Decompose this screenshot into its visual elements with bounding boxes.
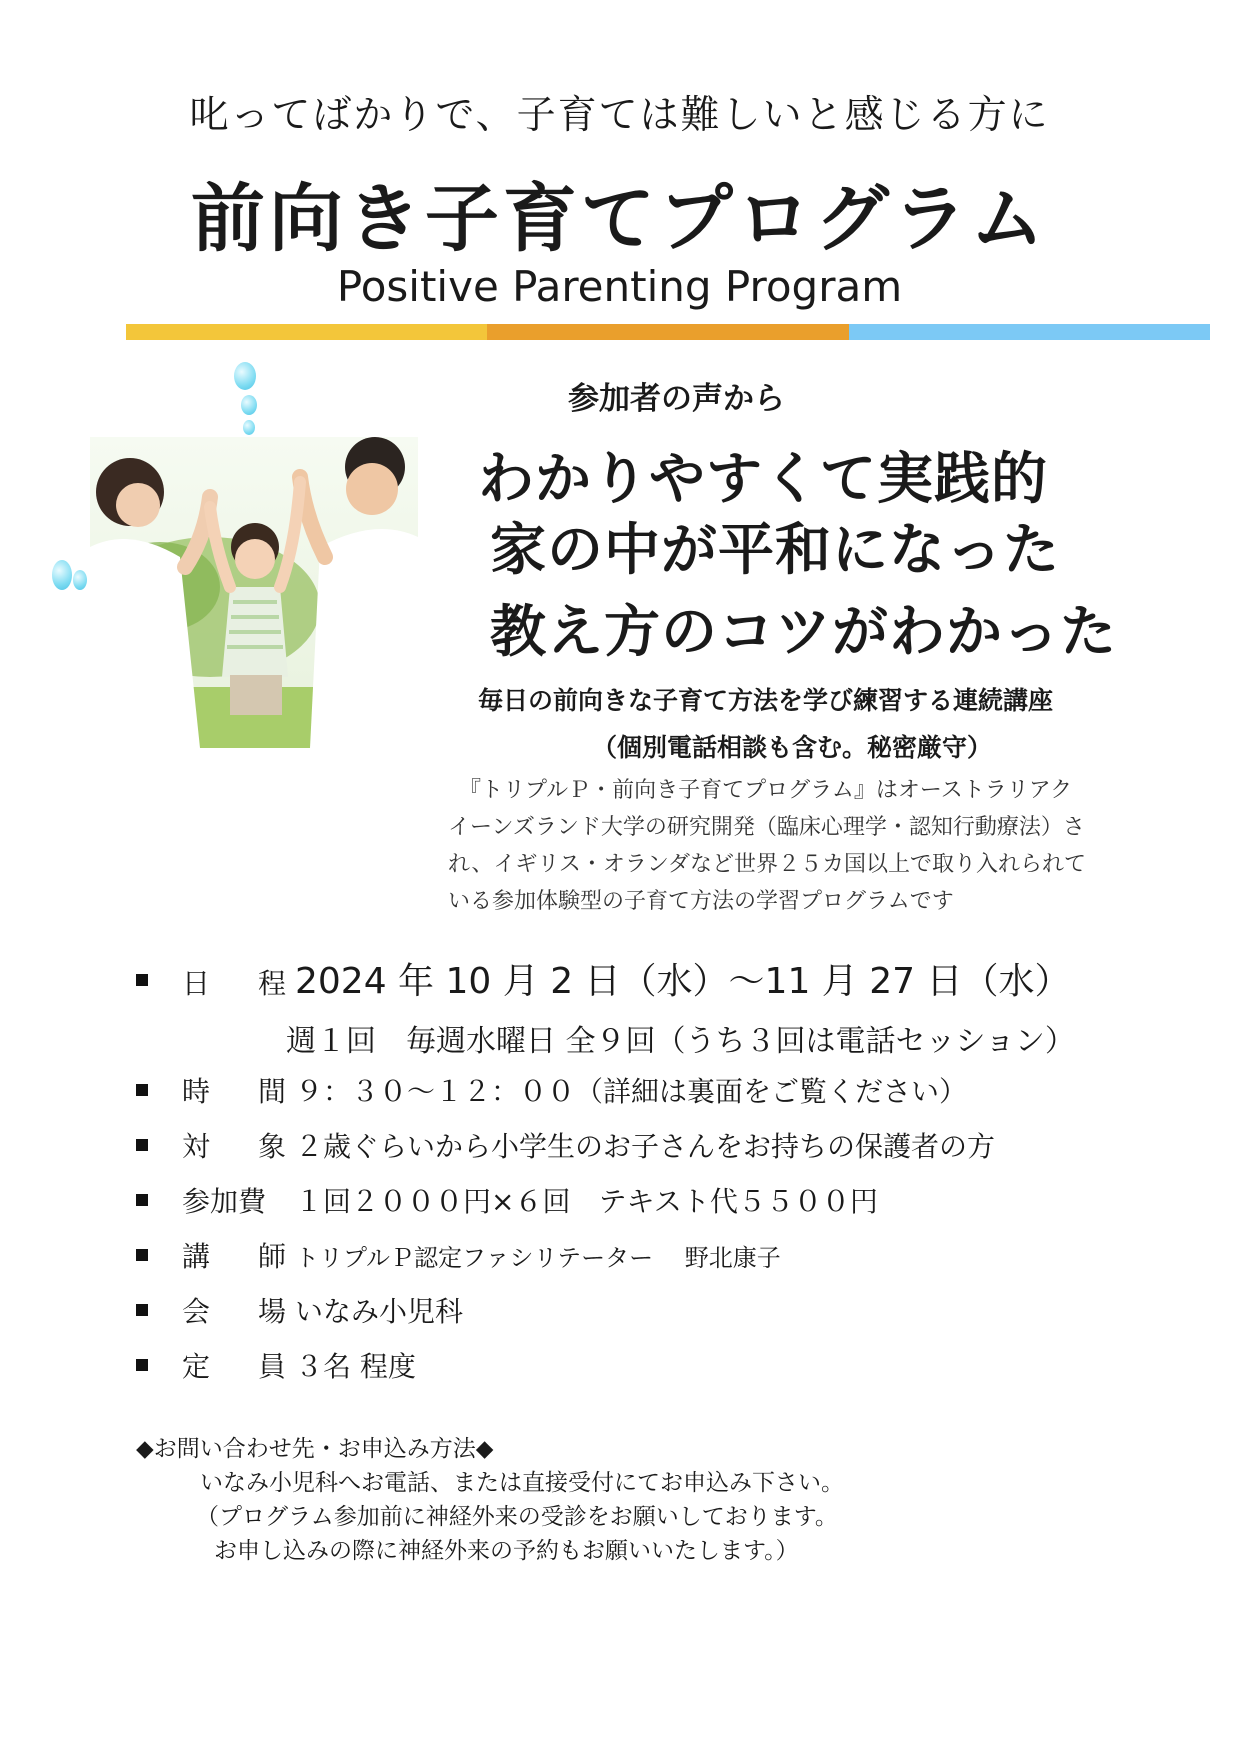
detail-target xyxy=(136,1125,995,1165)
detail-venue xyxy=(136,1290,463,1330)
detail-value: ３名 程度 xyxy=(295,1350,416,1383)
contact-line: いなみ小児科へお電話、または直接受付にてお申込み下さい。 xyxy=(200,1470,844,1496)
header-subtitle: 叱ってばかりで、子育ては難しいと感じる方に xyxy=(189,93,1050,138)
description-line: 『トリプルＰ・前向き子育てプログラム』はオーストラリアク xyxy=(448,778,1073,803)
detail-fee xyxy=(136,1180,878,1220)
detail-label: 定 員 xyxy=(182,1350,297,1383)
square-bullet-icon xyxy=(136,1304,148,1316)
voices-heading: 参加者の声から xyxy=(568,381,785,417)
detail-label: 対 象 xyxy=(182,1130,297,1163)
voice-line: 教え方のコツがわかった xyxy=(490,600,1117,665)
bubble-decoration xyxy=(73,570,87,590)
page-title: 前向き子育てプログラム xyxy=(190,176,1049,262)
detail-label: 日 程 xyxy=(182,967,297,1000)
detail-time xyxy=(136,1070,967,1110)
description-line: イーンズランド大学の研究開発（臨床心理学・認知行動療法）さ xyxy=(448,815,1085,840)
voice-line: わかりやすくて実践的 xyxy=(478,447,1048,512)
contact-line: （プログラム参加前に神経外来の受診をお願いしております。 xyxy=(196,1504,838,1530)
course-note: （個別電話相談も含む。秘密厳守） xyxy=(592,733,993,762)
course-summary: 毎日の前向きな子育て方法を学び練習する連続講座 xyxy=(478,686,1054,715)
detail-value: １回２０００円×６回 テキスト代５５００円 xyxy=(295,1185,878,1218)
program-description xyxy=(448,772,1138,920)
detail-label: 講 師 xyxy=(182,1240,297,1273)
bubble-decoration xyxy=(234,362,256,390)
detail-value: トリプルＰ認定ファシリテーター 野北康子 xyxy=(295,1244,781,1272)
bubble-decoration xyxy=(52,560,72,590)
color-bar-blue xyxy=(849,324,1210,340)
page-title-english: Positive Parenting Program xyxy=(336,262,903,311)
color-bar-yellow xyxy=(126,324,487,340)
square-bullet-icon xyxy=(136,1249,148,1261)
detail-label: 会 場 xyxy=(182,1295,297,1328)
detail-instructor xyxy=(136,1235,781,1275)
contact-line: お申し込みの際に神経外来の予約もお願いいたします。） xyxy=(214,1538,799,1564)
contact-heading: ◆お問い合わせ先・お申込み方法◆ xyxy=(136,1436,494,1462)
square-bullet-icon xyxy=(136,974,148,986)
detail-label: 参加費 xyxy=(182,1185,267,1218)
detail-value: いなみ小児科 xyxy=(295,1295,464,1328)
detail-label: 時 間 xyxy=(182,1075,297,1108)
family-photo xyxy=(90,437,418,748)
schedule-sub-detail: 週１回 毎週水曜日 全９回（うち３回は電話セッション） xyxy=(286,1024,1075,1059)
square-bullet-icon xyxy=(136,1359,148,1371)
square-bullet-icon xyxy=(136,1139,148,1151)
square-bullet-icon xyxy=(136,1194,148,1206)
detail-value: ９：３０～１２：００（詳細は裏面をご覧ください） xyxy=(295,1075,968,1108)
bubble-decoration xyxy=(243,420,255,435)
detail-capacity xyxy=(136,1345,416,1385)
voice-line: 家の中が平和になった xyxy=(490,518,1060,583)
bubble-decoration xyxy=(241,395,257,415)
description-line: れ、イギリス・オランダなど世界２５カ国以上で取り入れられて xyxy=(448,852,1087,877)
square-bullet-icon xyxy=(136,1084,148,1096)
detail-value: 2024 年 10 月 2 日（水）～11 月 27 日（水） xyxy=(295,961,1071,1002)
description-line: いる参加体験型の子育て方法の学習プログラムです xyxy=(448,889,954,914)
detail-schedule xyxy=(136,953,1071,1004)
color-bar-orange xyxy=(487,324,849,340)
detail-value: ２歳ぐらいから小学生のお子さんをお持ちの保護者の方 xyxy=(295,1130,996,1163)
